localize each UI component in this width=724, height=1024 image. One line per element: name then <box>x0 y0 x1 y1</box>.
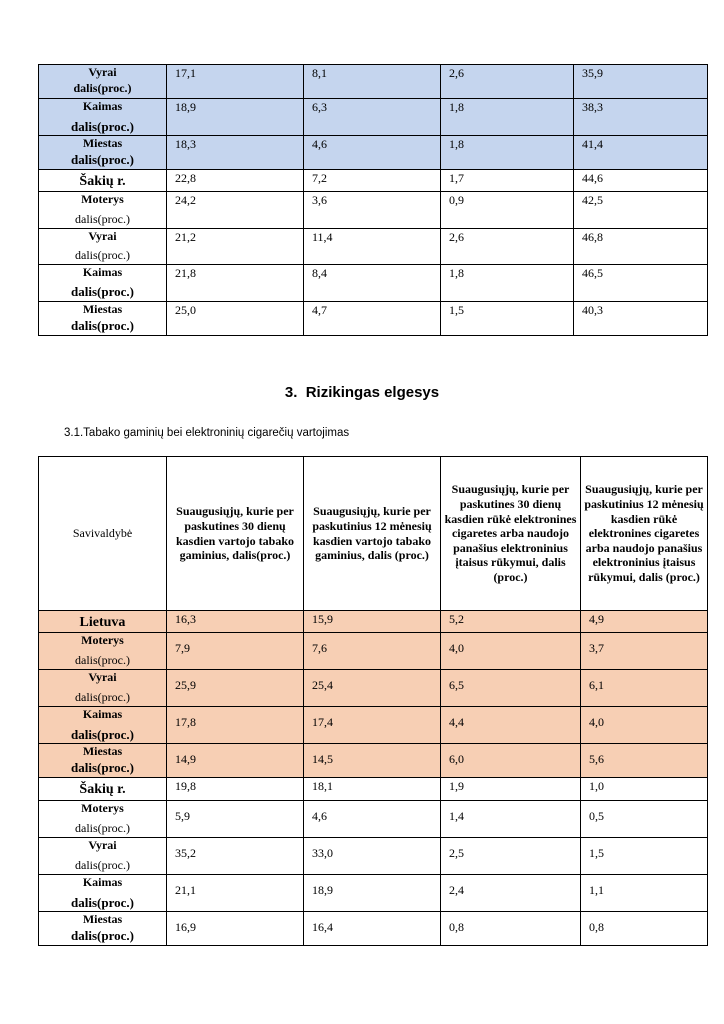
table-row <box>39 800 708 837</box>
table-cell: 35,9 <box>574 65 708 99</box>
table-cell: 8,1 <box>304 65 441 99</box>
table-cell: 14,5 <box>304 744 441 777</box>
table-cell: 1,8 <box>441 264 574 301</box>
table-cell: 4,0 <box>441 633 581 670</box>
table-cell: 1,0 <box>581 777 708 800</box>
column-header: Suaugusiųjų, kurie per paskutines 30 dienų kasdien rūkė elektronines cigaretes arba naudojo panašius elektroninius įtaisus rūkymui, dalis (proc.) <box>441 457 581 611</box>
table-cell: 4,9 <box>581 611 708 633</box>
table-cell: 2,6 <box>441 228 574 264</box>
table-cell: 17,8 <box>167 707 304 744</box>
table-cell: 21,8 <box>167 264 304 301</box>
table-cell: 18,1 <box>304 777 441 800</box>
subsection-title: 3.1.Tabako gaminių bei elektroninių cigarečių vartojimas <box>64 427 350 439</box>
table-cell: 6,5 <box>441 670 581 707</box>
table-cell: 0,5 <box>581 800 708 837</box>
table-cell: 17,1 <box>167 65 304 99</box>
table-cell: 46,5 <box>574 264 708 301</box>
row-label: Moterys dalis(proc.) <box>39 192 167 228</box>
table-row <box>39 65 708 99</box>
table-row <box>39 99 708 136</box>
table-cell: 8,4 <box>304 264 441 301</box>
table-cell: 11,4 <box>304 228 441 264</box>
table-cell: 2,4 <box>441 874 581 911</box>
row-label: Kaimas dalis(proc.) <box>39 264 167 301</box>
table-cell: 14,9 <box>167 744 304 777</box>
column-header: Suaugusiųjų, kurie per paskutines 30 dienų kasdien vartojo tabako gaminius, dalis(proc.) <box>167 457 304 611</box>
table-cell: 5,9 <box>167 800 304 837</box>
row-label: Miestas dalis(proc.) <box>39 744 167 777</box>
section-heading <box>0 384 724 401</box>
table-cell: 16,3 <box>167 611 304 633</box>
table-cell: 18,9 <box>167 99 304 136</box>
table-cell: 2,5 <box>441 837 581 874</box>
table-cell: 42,5 <box>574 192 708 228</box>
table-cell: 3,7 <box>581 633 708 670</box>
table-cell: 1,7 <box>441 170 574 192</box>
table-cell: 38,3 <box>574 99 708 136</box>
table-cell: 0,8 <box>581 912 708 945</box>
table-row <box>39 192 708 228</box>
table-row <box>39 744 708 777</box>
table-cell: 7,6 <box>304 633 441 670</box>
row-label: Vyrai dalis(proc.) <box>39 837 167 874</box>
table-row <box>39 136 708 170</box>
table-row <box>39 264 708 301</box>
table-cell: 44,6 <box>574 170 708 192</box>
table-row <box>39 228 708 264</box>
table-row <box>39 670 708 707</box>
row-label: Miestas dalis(proc.) <box>39 136 167 170</box>
table-cell: 1,8 <box>441 99 574 136</box>
table-cell: 46,8 <box>574 228 708 264</box>
row-label: Kaimas dalis(proc.) <box>39 99 167 136</box>
row-label: Šakių r. <box>39 777 167 800</box>
table-cell: 21,2 <box>167 228 304 264</box>
table-cell: 6,0 <box>441 744 581 777</box>
table-row <box>39 633 708 670</box>
row-label: Miestas dalis(proc.) <box>39 302 167 336</box>
table-cell: 18,3 <box>167 136 304 170</box>
table-cell: 4,4 <box>441 707 581 744</box>
table-cell: 4,0 <box>581 707 708 744</box>
table-cell: 18,9 <box>304 874 441 911</box>
section-title: Rizikingas elgesys <box>305 384 440 401</box>
table-cell: 41,4 <box>574 136 708 170</box>
table-header-row <box>39 457 708 611</box>
table-cell: 1,8 <box>441 136 574 170</box>
row-label: Miestas dalis(proc.) <box>39 912 167 945</box>
table-row <box>39 777 708 800</box>
section-number: 3. <box>284 384 298 401</box>
row-label: Kaimas dalis(proc.) <box>39 707 167 744</box>
column-header: Suaugusiųjų, kurie per paskutinius 12 mėnesių kasdien rūkė elektronines cigaretes arba naudojo panašius elektroninius įtaisus rūkymui, dalis (proc.) <box>581 457 708 611</box>
table-cell: 7,2 <box>304 170 441 192</box>
row-label: Vyrai dalis(proc.) <box>39 228 167 264</box>
table-cell: 6,1 <box>581 670 708 707</box>
table-row <box>39 707 708 744</box>
table-cell: 35,2 <box>167 837 304 874</box>
row-label: Moterys dalis(proc.) <box>39 633 167 670</box>
row-label: Lietuva <box>39 611 167 633</box>
table-cell: 4,6 <box>304 800 441 837</box>
table-row <box>39 874 708 911</box>
table-cell: 25,0 <box>167 302 304 336</box>
table-cell: 25,9 <box>167 670 304 707</box>
table-cell: 0,8 <box>441 912 581 945</box>
table-cell: 21,1 <box>167 874 304 911</box>
table-cell: 5,2 <box>441 611 581 633</box>
table-cell: 2,6 <box>441 65 574 99</box>
table-cell: 24,2 <box>167 192 304 228</box>
table-cell: 40,3 <box>574 302 708 336</box>
table-cell: 1,5 <box>581 837 708 874</box>
table-cell: 16,9 <box>167 912 304 945</box>
row-label: Vyrai dalis(proc.) <box>39 670 167 707</box>
row-label: Moterys dalis(proc.) <box>39 800 167 837</box>
table-cell: 16,4 <box>304 912 441 945</box>
tobacco-table <box>38 456 708 946</box>
column-header: Suaugusiųjų, kurie per paskutinius 12 mėnesių kasdien vartojo tabako gaminius, dalis (proc.) <box>304 457 441 611</box>
row-label: Kaimas dalis(proc.) <box>39 874 167 911</box>
table-cell: 25,4 <box>304 670 441 707</box>
table-row <box>39 302 708 336</box>
table-cell: 15,9 <box>304 611 441 633</box>
table-cell: 4,7 <box>304 302 441 336</box>
table-cell: 4,6 <box>304 136 441 170</box>
table-cell: 19,8 <box>167 777 304 800</box>
table-cell: 22,8 <box>167 170 304 192</box>
table-cell: 0,9 <box>441 192 574 228</box>
table-cell: 17,4 <box>304 707 441 744</box>
table-cell: 7,9 <box>167 633 304 670</box>
table-cell: 1,4 <box>441 800 581 837</box>
table-cell: 5,6 <box>581 744 708 777</box>
table-cell: 33,0 <box>304 837 441 874</box>
table-cell: 1,9 <box>441 777 581 800</box>
table-cell: 6,3 <box>304 99 441 136</box>
column-header: Savivaldybė <box>39 457 167 611</box>
table-cell: 1,1 <box>581 874 708 911</box>
table-continued <box>38 64 708 336</box>
row-label: Šakių r. <box>39 170 167 192</box>
table-cell: 1,5 <box>441 302 574 336</box>
table-row <box>39 912 708 945</box>
table-cell: 3,6 <box>304 192 441 228</box>
table-row <box>39 170 708 192</box>
table-row <box>39 611 708 633</box>
table-row <box>39 837 708 874</box>
row-label: Vyrai dalis(proc.) <box>39 65 167 99</box>
